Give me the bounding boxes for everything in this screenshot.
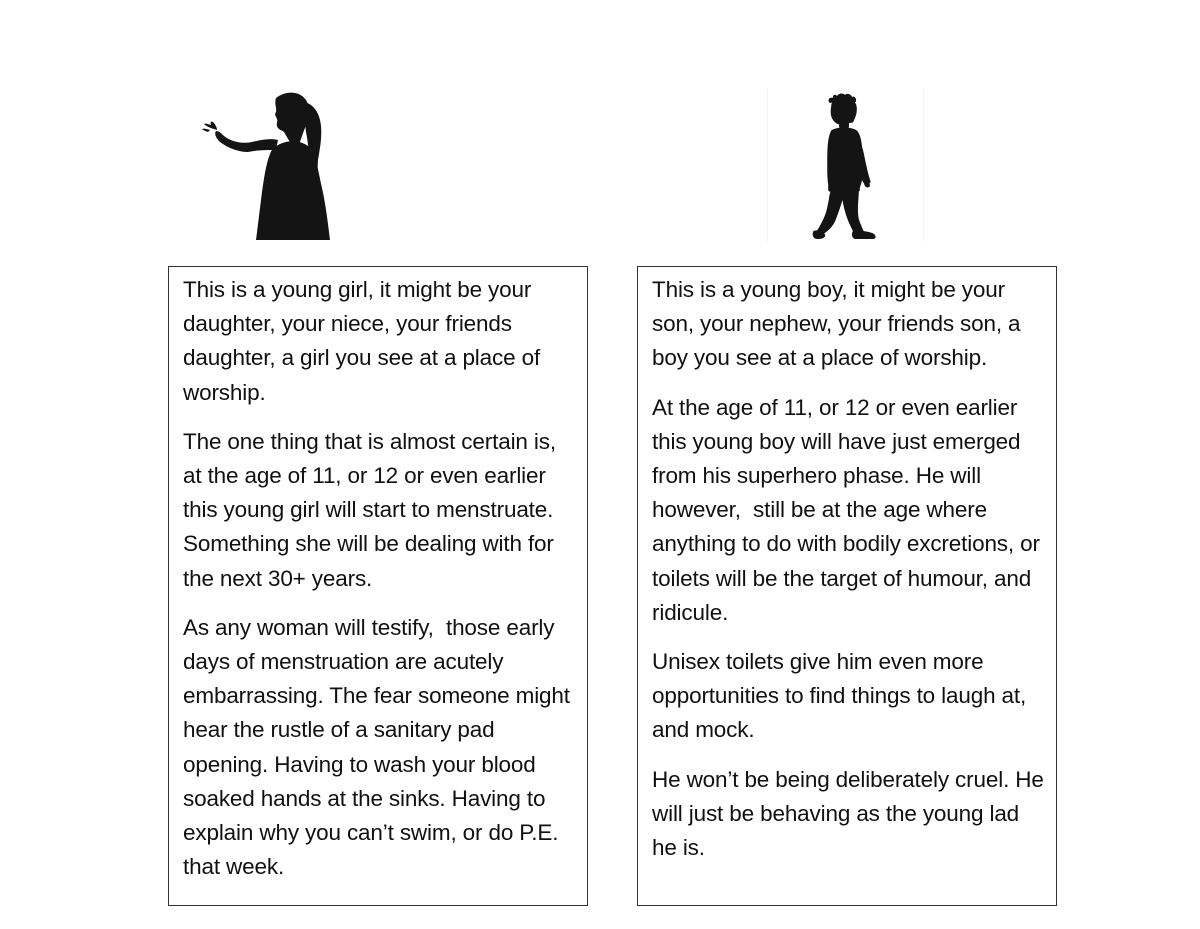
girl-paragraph-1: This is a young girl, it might be your daughter, your niece, your friends daughter, a girl you see at a place of worship. bbox=[183, 277, 547, 405]
girl-text-panel bbox=[168, 266, 588, 906]
girl-paragraph-2: The one thing that is almost certain is, at the age of 11, or 12 or even earlier this young girl will start to menstruate. Something she will be dealing with for the next 30+ years. bbox=[183, 428, 569, 591]
boy-text-panel bbox=[637, 266, 1057, 906]
boy-paragraph-1: This is a young boy, it might be your son, your nephew, your friends son, a boy you see at a place of worship. bbox=[652, 277, 1027, 371]
boy-paragraph-4: He won’t be being deliberately cruel. He will just be behaving as the young lad he is. bbox=[652, 766, 1050, 861]
boy-paragraph-3: Unisex toilets give him even more opportunities to find things to laugh at, and mock. bbox=[652, 649, 1033, 743]
boy-silhouette-icon bbox=[767, 88, 924, 242]
girl-silhouette-icon bbox=[200, 88, 336, 242]
girl-paragraph-3: As any woman will testify, those early days of menstruation are acutely embarrassing. The fear someone might hear the rustle of a sanitary pad opening. Having to wash your blood soaked hands at the sinks. Having to explain why you can’t swim, or do P.E. that week. bbox=[183, 614, 576, 880]
boy-paragraph-2: At the age of 11, or 12 or even earlier this young boy will have just emerged from his superhero phase. He will however, still be at the age where anything to do with bodily excretions, or toilets will be the target of humour, and ridicule. bbox=[652, 394, 1046, 625]
